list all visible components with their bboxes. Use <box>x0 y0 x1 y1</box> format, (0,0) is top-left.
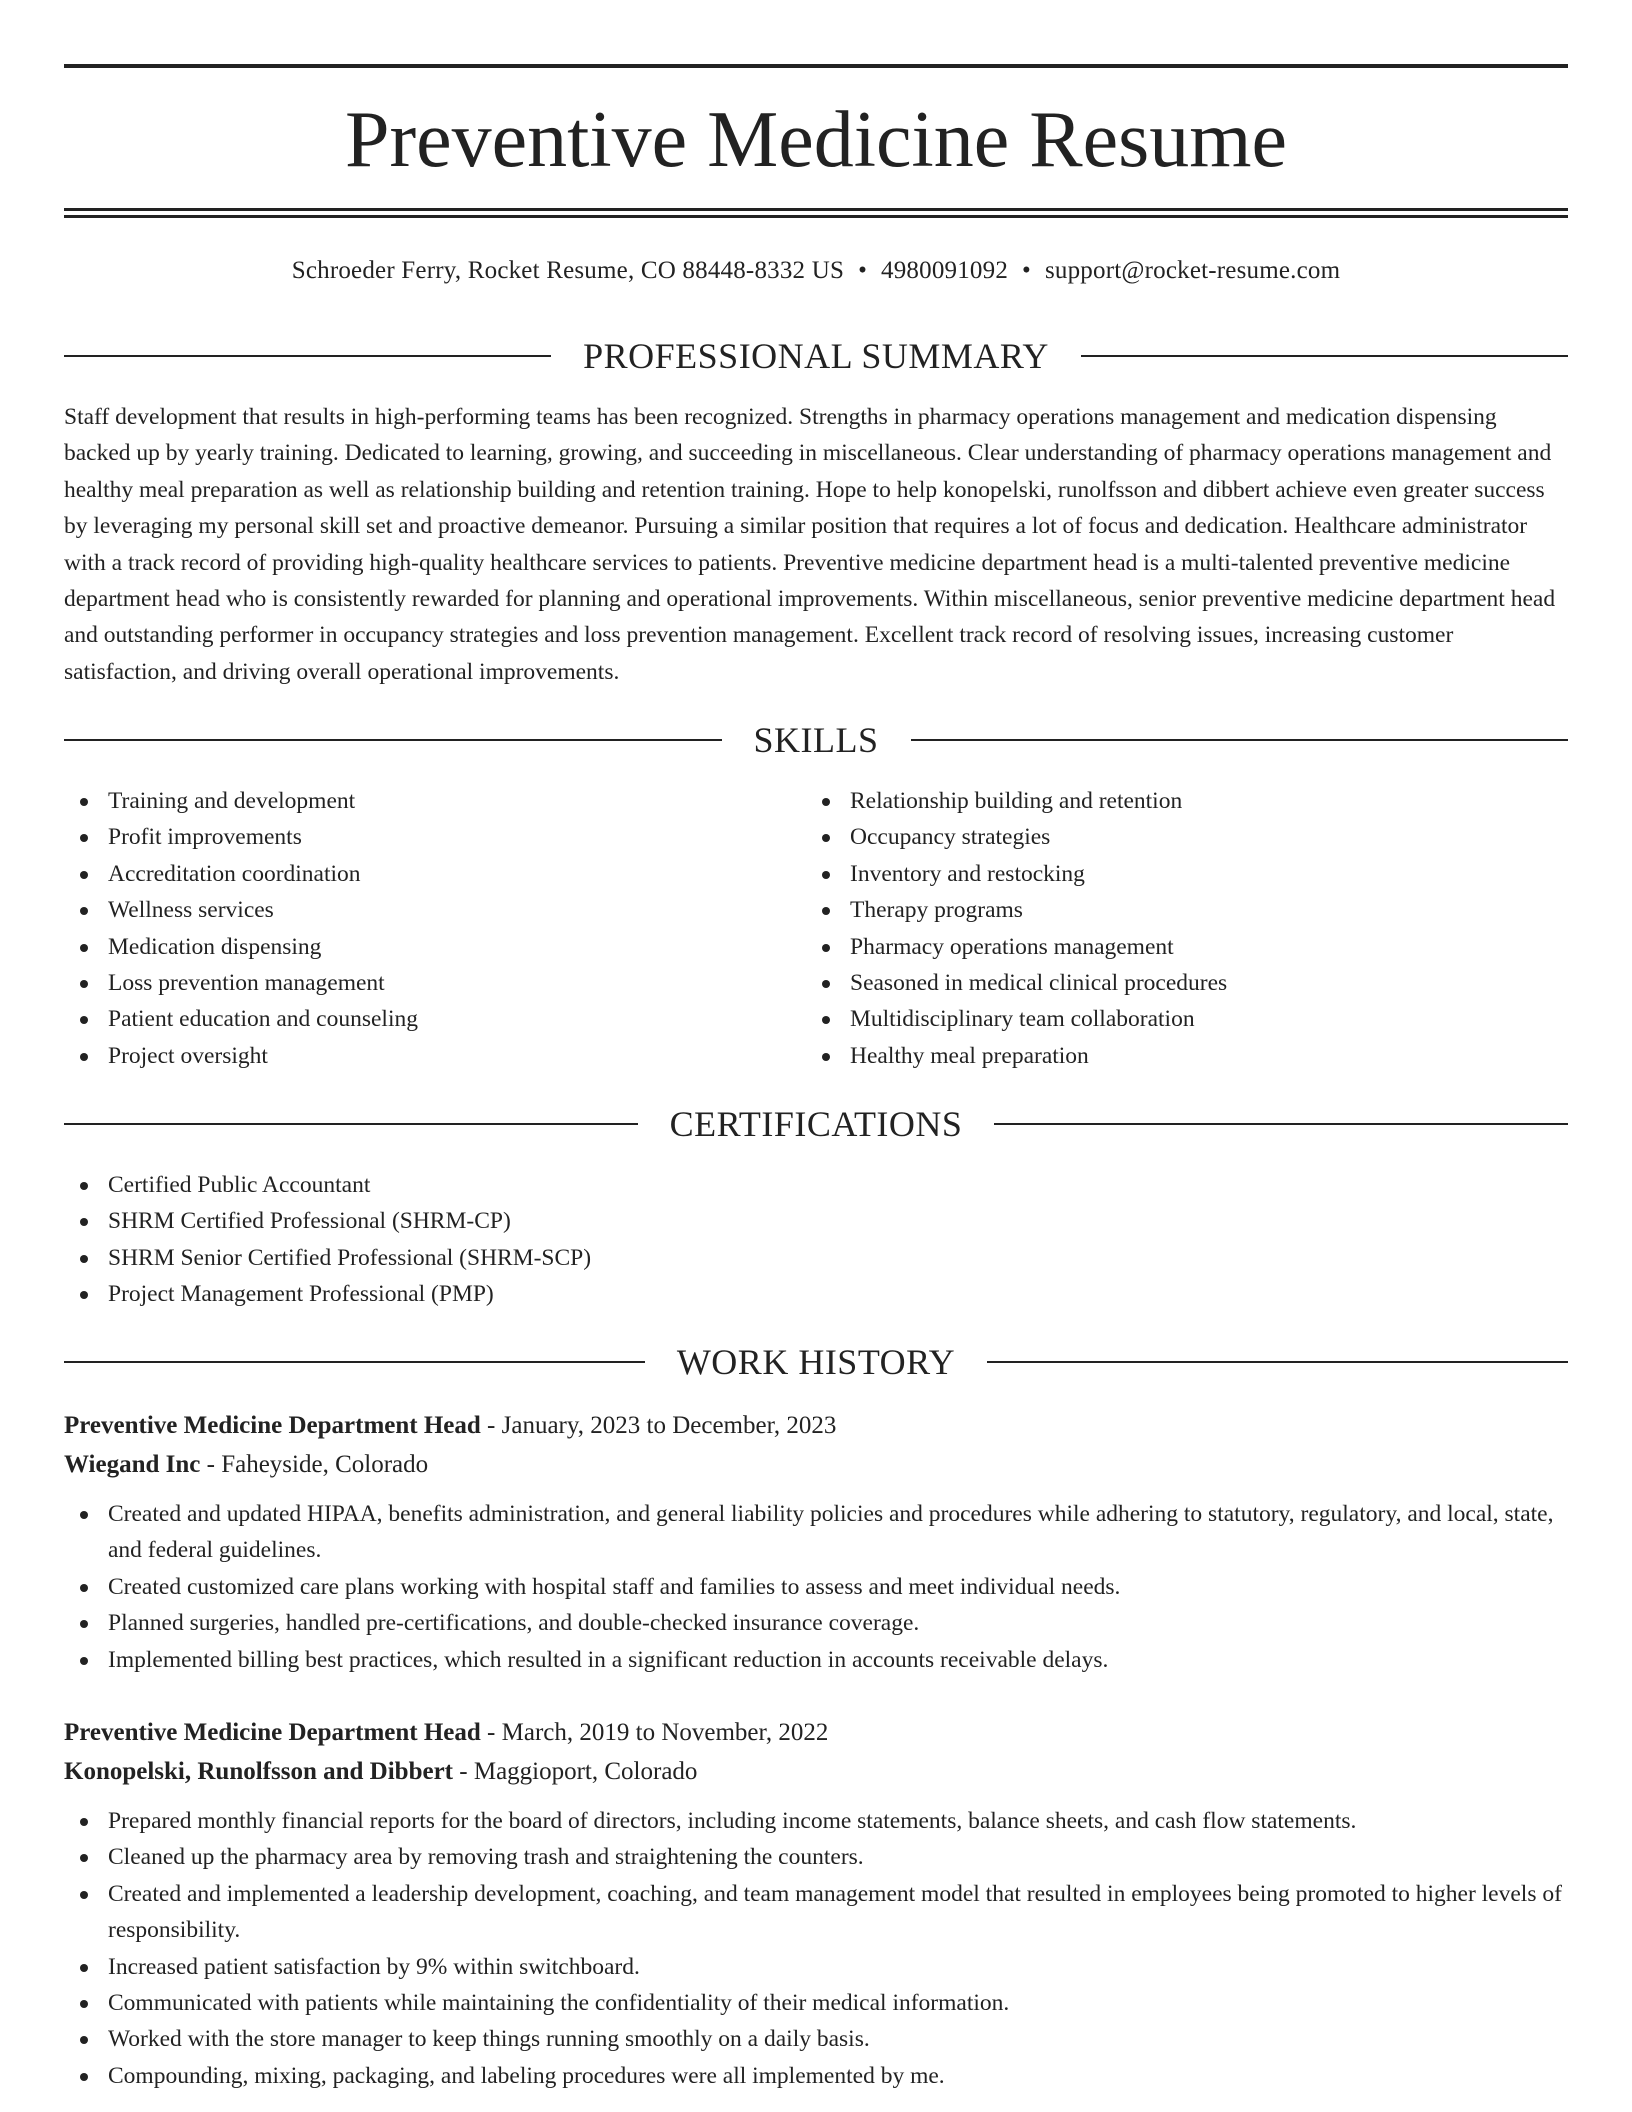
job-dates: - January, 2023 to December, 2023 <box>480 1412 837 1439</box>
job-company: Wiegand Inc <box>64 1451 201 1478</box>
skill-item: Training and development <box>64 783 804 819</box>
heading-rule-right <box>911 739 1569 741</box>
skill-item: Profit improvements <box>64 819 804 855</box>
job-bullets <box>64 1803 1568 2094</box>
certification-item: SHRM Senior Certified Professional (SHRM-SCP) <box>64 1240 1568 1276</box>
heading-rule-right <box>1081 355 1568 357</box>
section-title: WORK HISTORY <box>676 1342 956 1382</box>
title-double-rule <box>64 208 1568 218</box>
page-title: Preventive Medicine Resume <box>345 96 1287 184</box>
job-entry <box>64 1713 1568 2094</box>
heading-rule-left <box>64 739 722 741</box>
job-title-line <box>64 1406 1568 1445</box>
job-bullet: Compounding, mixing, packaging, and labeling procedures were all implemented by me. <box>64 2058 1568 2094</box>
contact-separator: • <box>858 257 868 284</box>
job-location: - Maggioport, Colorado <box>453 1758 698 1785</box>
job-bullet: Created and implemented a leadership development, coaching, and team management model that resulted in employees being promoted to higher levels of responsibility. <box>64 1876 1568 1949</box>
job-bullet: Worked with the store manager to keep things running smoothly on a daily basis. <box>64 2021 1568 2057</box>
section-heading-work-history <box>64 1340 1568 1384</box>
job-dates: - March, 2019 to November, 2022 <box>480 1719 829 1746</box>
section-title: CERTIFICATIONS <box>669 1104 963 1144</box>
job-title: Preventive Medicine Department Head <box>64 1412 481 1439</box>
section-heading-certifications <box>64 1102 1568 1146</box>
top-rule <box>64 64 1568 68</box>
job-bullets <box>64 1496 1568 1678</box>
certification-item: Project Management Professional (PMP) <box>64 1276 1568 1312</box>
job-bullet: Planned surgeries, handled pre-certifications, and double-checked insurance coverage. <box>64 1605 1568 1641</box>
skill-item: Accreditation coordination <box>64 856 804 892</box>
skill-item: Project oversight <box>64 1038 804 1074</box>
contact-line <box>64 254 1568 288</box>
job-entry <box>64 1406 1568 1678</box>
job-title-line <box>64 1713 1568 1752</box>
job-company-line <box>64 1752 1568 1791</box>
heading-rule-right <box>994 1123 1568 1125</box>
skill-item: Patient education and counseling <box>64 1001 804 1037</box>
section-title: SKILLS <box>753 720 879 760</box>
job-bullet: Created customized care plans working with hospital staff and families to assess and meet individual needs. <box>64 1569 1568 1605</box>
skills-list-left <box>64 783 804 1074</box>
skills-list-right <box>806 783 1566 1074</box>
heading-rule-left <box>64 1361 645 1363</box>
job-location: - Faheyside, Colorado <box>200 1451 429 1478</box>
job-bullet: Cleaned up the pharmacy area by removing trash and straightening the counters. <box>64 1839 1568 1875</box>
skill-item: Multidisciplinary team collaboration <box>806 1001 1566 1037</box>
skill-item: Pharmacy operations management <box>806 929 1566 965</box>
skill-item: Medication dispensing <box>64 929 804 965</box>
job-company: Konopelski, Runolfsson and Dibbert <box>64 1758 454 1785</box>
skill-item: Loss prevention management <box>64 965 804 1001</box>
heading-rule-right <box>987 1361 1568 1363</box>
skill-item: Wellness services <box>64 892 804 928</box>
summary-text: Staff development that results in high-performing teams has been recognized. Strengths in pharmacy operations management and medication dispensing backed up by yearly training. Dedicated to learning, growing, and succeeding in miscellaneous. Clear understanding of pharmacy operations management and healthy meal preparation as well as relationship building and retention training. Hope to help konopelski, runolfsson and dibbert achieve even greater success by leveraging my personal skill set and proactive demeanor. Pursuing a similar position that requires a lot of focus and dedication. Healthcare administrator with a track record of providing high-quality healthcare services to patients. Preventive medicine department head is a multi-talented preventive medicine department head who is consistently rewarded for planning and operational improvements. Within miscellaneous, senior preventive medicine department head and outstanding performer in occupancy strategies and loss prevention management. Excellent track record of resolving issues, increasing customer satisfaction, and driving overall operational improvements. <box>64 404 1556 685</box>
job-bullet: Implemented billing best practices, which resulted in a significant reduction in accounts receivable delays. <box>64 1642 1568 1678</box>
heading-rule-left <box>64 355 551 357</box>
job-bullet: Communicated with patients while maintaining the confidentiality of their medical information. <box>64 1985 1568 2021</box>
job-company-line <box>64 1445 1568 1484</box>
skill-item: Therapy programs <box>806 892 1566 928</box>
certification-item: Certified Public Accountant <box>64 1167 1568 1203</box>
skill-item: Healthy meal preparation <box>806 1038 1566 1074</box>
skill-item: Seasoned in medical clinical procedures <box>806 965 1566 1001</box>
job-bullet: Prepared monthly financial reports for the board of directors, including income statements, balance sheets, and cash flow statements. <box>64 1803 1568 1839</box>
section-heading-summary <box>64 334 1568 378</box>
skill-item: Relationship building and retention <box>806 783 1566 819</box>
contact-separator: • <box>1022 257 1031 284</box>
contact-phone: 4980091092 <box>881 257 1009 284</box>
section-heading-skills <box>64 718 1568 762</box>
job-title: Preventive Medicine Department Head <box>64 1719 481 1746</box>
certification-item: SHRM Certified Professional (SHRM-CP) <box>64 1203 1568 1239</box>
skill-item: Inventory and restocking <box>806 856 1566 892</box>
job-bullet: Created and updated HIPAA, benefits administration, and general liability policies and procedures while adhering to statutory, regulatory, and local, state, and federal guidelines. <box>64 1496 1568 1569</box>
certifications-list <box>64 1167 1568 1313</box>
contact-address: Schroeder Ferry, Rocket Resume, CO 88448-8332 US <box>291 257 845 284</box>
heading-rule-left <box>64 1123 638 1125</box>
job-bullet: Increased patient satisfaction by 9% within switchboard. <box>64 1949 1568 1985</box>
contact-email: support@rocket-resume.com <box>1044 257 1341 284</box>
section-title: PROFESSIONAL SUMMARY <box>583 336 1049 376</box>
skill-item: Occupancy strategies <box>806 819 1566 855</box>
